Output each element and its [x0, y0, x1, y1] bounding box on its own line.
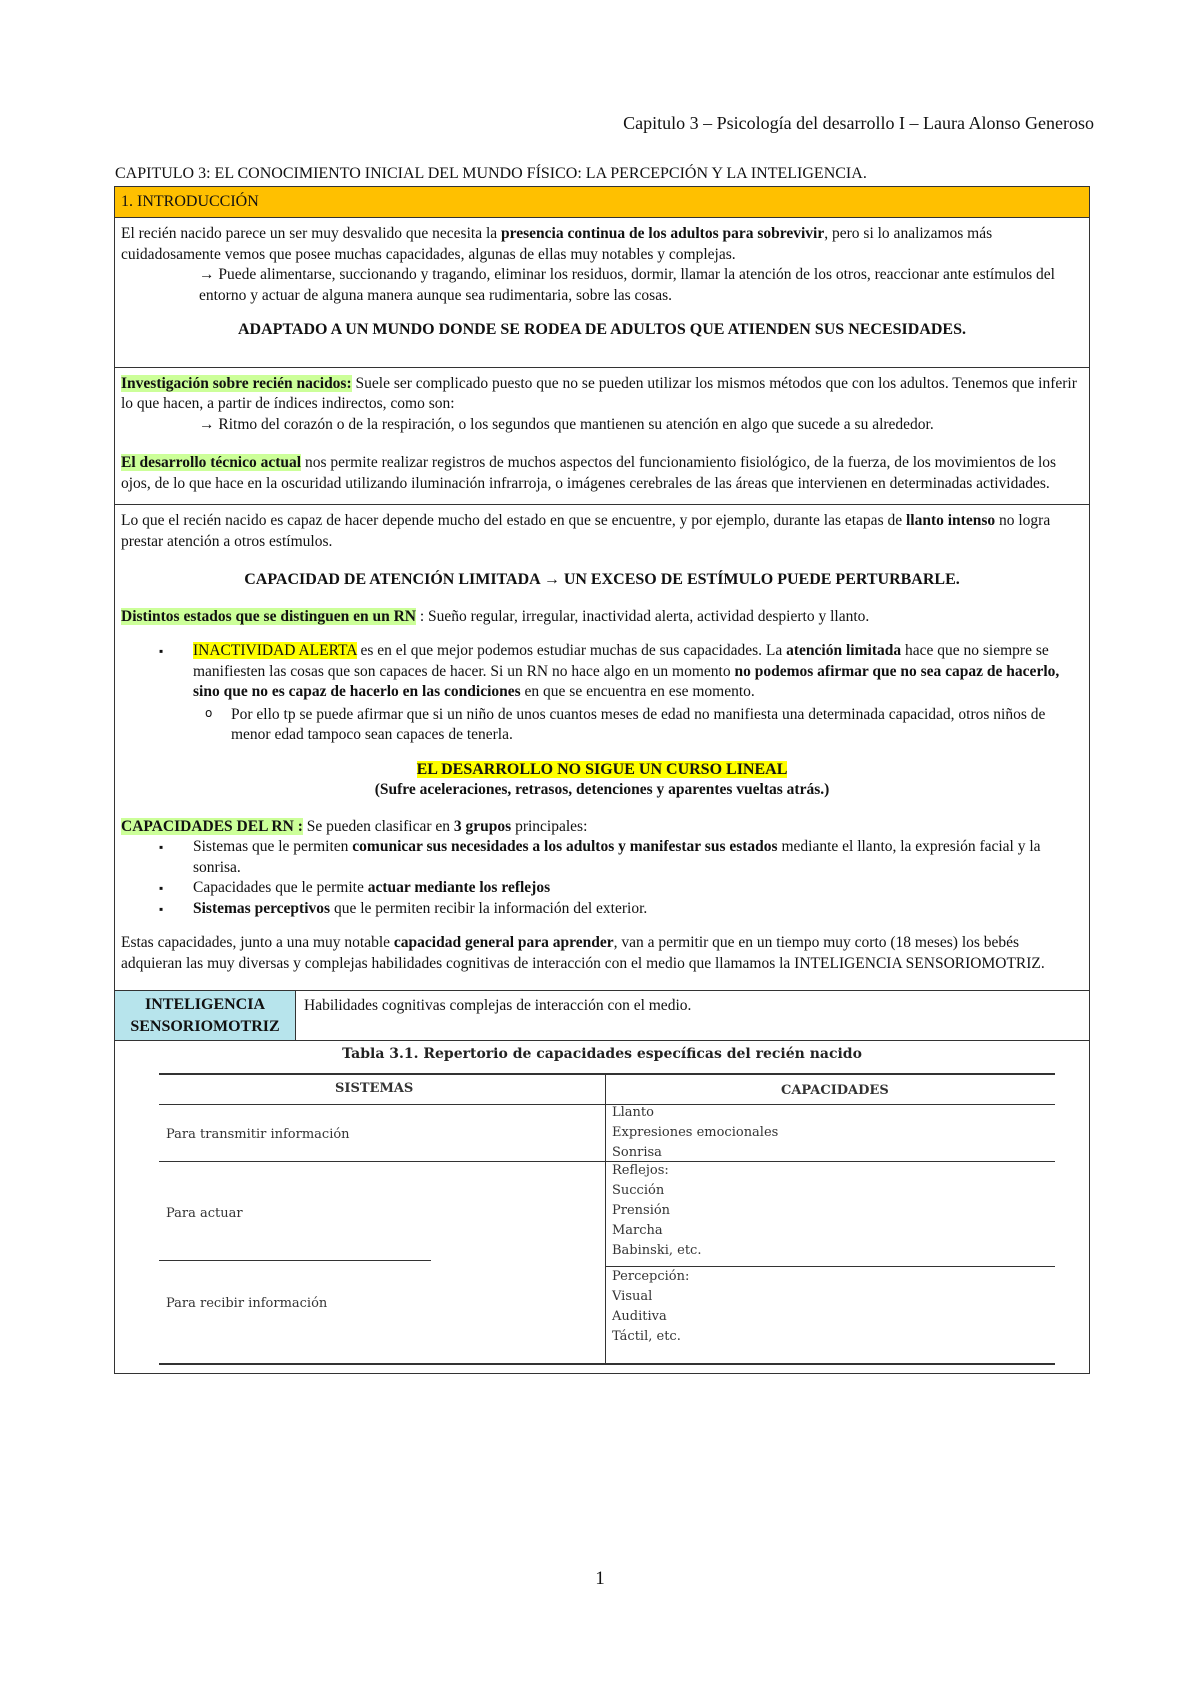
- text-run: mediante el llanto, la expresión facial y la sonrisa.: [193, 838, 1041, 876]
- text-run: en que se encuentra en ese momento.: [520, 683, 755, 700]
- text-run: es en el que mejor podemos estudiar muchas de sus capacidades. La: [356, 642, 787, 659]
- capacity-cell: [612, 1161, 701, 1261]
- state-paragraph: [121, 511, 1083, 552]
- sub-list: [193, 705, 1083, 746]
- capacity-cell: [612, 1103, 778, 1163]
- limited-attention-statement: CAPACIDAD DE ATENCIÓN LIMITADA → UN EXCESO DE ESTÍMULO PUEDE PERTURBARLE.: [244, 571, 960, 588]
- highlight-run: EL DESARROLLO NO SIGUE UN CURSO LINEAL: [416, 760, 788, 778]
- system-cell: Para actuar: [166, 1206, 243, 1221]
- final-paragraph: [121, 933, 1083, 974]
- text-run: principales:: [511, 817, 588, 835]
- capacity-cell: [612, 1267, 689, 1347]
- system-cell: Para recibir información: [166, 1296, 328, 1311]
- capacity-line: Prensión: [612, 1203, 671, 1218]
- arrow-point: → Puede alimentarse, succionando y tragando, eliminar los residuos, dormir, llamar la atención de los otros, reaccionar ante estímulos del entorno y actuar de alguna manera aunque sea rudimentaria, sobre las cosas.: [199, 266, 1055, 304]
- intro-paragraph: [121, 224, 1083, 265]
- list-item: [193, 837, 1083, 878]
- nonlinear-heading: [121, 760, 1083, 781]
- text-run: Se pueden clasificar en: [302, 817, 454, 835]
- bold-run: capacidad general para aprender: [393, 934, 614, 951]
- bold-run: actuar mediante los reflejos: [367, 879, 551, 896]
- text-run: hace que no siempre se manifiesten las cosas que son capaces de hacer. Si un RN no hace algo en un momento: [193, 642, 1049, 680]
- text-run: Estas capacidades, junto a una muy notable: [121, 934, 394, 951]
- bold-run: 3 grupos: [453, 817, 512, 835]
- text-run: nos permite realizar registros de muchos aspectos del funcionamiento fisiológico, de la fuerza, de los movimientos de los ojos, de lo que hace en la oscuridad utilizando iluminación infrarroja, o imágenes cerebrales de las áreas que intervienen en determinadas actividades.: [121, 454, 1057, 492]
- table-bottom-rule: [159, 1363, 1055, 1365]
- sensorimotor-label: [115, 991, 296, 1040]
- text-run: Lo que el recién nacido es capaz de hacer depende mucho del estado en que se encuentre, y por ejemplo, durante las etapas de: [121, 512, 906, 529]
- states-list: [121, 641, 1083, 746]
- column-header-sistemas: SISTEMAS: [335, 1081, 414, 1096]
- table-3-1-image: [115, 1041, 1089, 1373]
- table-top-rule: [159, 1073, 1055, 1075]
- label-line: INTELIGENCIA: [144, 996, 266, 1013]
- table-column-rule: [605, 1073, 606, 1365]
- capacity-line: Llanto: [612, 1105, 654, 1120]
- research-label: Investigación sobre recién nacidos:: [121, 374, 352, 392]
- tech-paragraph: [121, 453, 1083, 494]
- bold-run: presencia continua de los adultos para sobrevivir: [501, 225, 825, 242]
- text-run: : Sueño regular, irregular, inactividad alerta, actividad despierto y llanto.: [416, 607, 870, 625]
- tech-label: El desarrollo técnico actual: [121, 454, 302, 471]
- capacity-line: Táctil, etc.: [612, 1329, 681, 1344]
- text-run: Suele ser complicado puesto que no se pueden utilizar los mismos métodos que con los adultos. Tenemos que inferir lo que hacen, a partir de índices indirectos, como son:: [121, 374, 1077, 412]
- capacity-line: Percepción:: [612, 1269, 690, 1284]
- capacities-label: CAPACIDADES DEL RN :: [121, 817, 303, 835]
- research-block: [115, 368, 1089, 506]
- capacity-line: Visual: [612, 1289, 653, 1304]
- arrow-point: → Ritmo del corazón o de la respiración, o los segundos que mantienen su atención en algo que sucede a su alrededor.: [199, 415, 934, 433]
- capacity-line: Succión: [612, 1183, 665, 1198]
- list-item: [193, 878, 1083, 899]
- table-row-rule: [159, 1260, 431, 1261]
- states-block: [115, 505, 1089, 991]
- bold-run: no podemos afirmar que no sea capaz de hacerlo, sino que no es capaz de hacerlo en las condiciones: [193, 662, 1060, 700]
- text-run: , pero si lo analizamos más cuidadosamente vemos que posee muchas capacidades, algunas de ellas muy notables y complejas.: [121, 225, 993, 263]
- text-run: Sistemas que le permiten: [193, 838, 353, 855]
- capacity-line: Sonrisa: [612, 1145, 662, 1160]
- table-caption: Tabla 3.1. Repertorio de capacidades específicas del recién nacido: [342, 1046, 862, 1062]
- text-run: que le permiten recibir la información del exterior.: [330, 899, 648, 917]
- sensorimotor-row: [115, 991, 1089, 1041]
- capacity-line: Marcha: [612, 1223, 663, 1238]
- capacities-paragraph: [121, 817, 1083, 838]
- list-item: [193, 899, 1083, 920]
- running-header: Capitulo 3 – Psicología del desarrollo I – Laura Alonso Generoso: [623, 113, 1094, 133]
- sensorimotor-description: Habilidades cognitivas complejas de interacción con el medio.: [304, 997, 692, 1014]
- bold-run: llanto intenso: [905, 512, 996, 529]
- capacity-line: Reflejos:: [612, 1163, 669, 1178]
- capacity-line: Expresiones emocionales: [612, 1125, 779, 1140]
- content-table: [114, 186, 1090, 1374]
- research-paragraph: [121, 374, 1083, 415]
- spacer: [121, 919, 1083, 933]
- bold-run: comunicar sus necesidades a los adultos y manifestar sus estados: [352, 838, 778, 855]
- page-number: 1: [595, 1568, 605, 1589]
- highlight-run: INACTIVIDAD ALERTA: [193, 642, 357, 659]
- label-line: SENSORIOMOTRIZ: [130, 1018, 280, 1035]
- text-run: El recién nacido parece un ser muy desvalido que necesita la: [121, 225, 502, 242]
- sub-list-item: o Por ello tp se puede afirmar que si un niño de unos cuantos meses de edad no manifiesta una determinada capacidad, otros niños de menor edad tampoco sean capaces de tenerla.: [231, 705, 1083, 746]
- table-header-rule: [159, 1104, 1055, 1105]
- list-item: [193, 641, 1083, 746]
- capacity-line: Babinski, etc.: [612, 1243, 702, 1258]
- bold-run: atención limitada: [786, 642, 902, 659]
- system-cell: Para transmitir información: [166, 1127, 350, 1142]
- capacities-list: [121, 837, 1083, 919]
- text-run: no logra prestar atención a otros estímulos.: [121, 512, 1051, 550]
- spacer: [121, 435, 1083, 453]
- table-row-rule: [159, 1161, 1055, 1162]
- text-run: , van a permitir que en un tiempo muy corto (18 meses) los bebés adquieran las muy diversas y complejas habilidades cognitivas de interacción con el medio que llamamos la INTELIGENCIA SENSORIOMOTRIZ.: [121, 934, 1045, 972]
- adapted-statement: ADAPTADO A UN MUNDO DONDE SE RODEA DE ADULTOS QUE ATIENDEN SUS NECESIDADES.: [238, 321, 966, 338]
- section-heading: 1. INTRODUCCIÓN: [115, 187, 1089, 218]
- text-run: Capacidades que le permite: [193, 879, 368, 896]
- document-title: CAPITULO 3: EL CONOCIMIENTO INICIAL DEL MUNDO FÍSICO: LA PERCEPCIÓN Y LA INTELIGENCIA.: [115, 165, 867, 182]
- capacity-line: Auditiva: [612, 1309, 667, 1324]
- nonlinear-subheading: (Sufre aceleraciones, retrasos, detenciones y aparentes vueltas atrás.): [374, 781, 830, 798]
- states-paragraph: [121, 607, 1083, 628]
- column-header-capacidades: CAPACIDADES: [781, 1083, 889, 1098]
- states-label: Distintos estados que se distinguen en un RN: [121, 607, 416, 625]
- bold-run: Sistemas perceptivos: [193, 899, 331, 917]
- intro-block: [115, 218, 1089, 368]
